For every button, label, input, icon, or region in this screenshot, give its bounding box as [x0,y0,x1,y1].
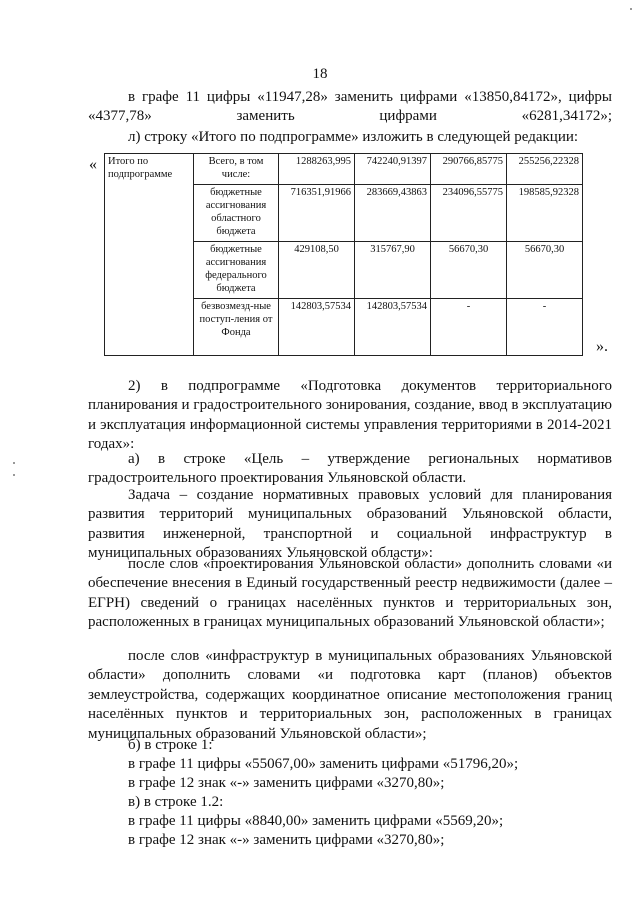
paragraph-v-graph-11: в графе 11 цифры «8840,00» заменить цифрами «5569,20»; [128,813,504,829]
value-cell: 56670,30 [431,242,507,299]
page-number: 18 [312,66,328,82]
value-cell: 1288263,995 [279,154,355,185]
value-cell: - [431,299,507,356]
paragraph-after-words-2: после слов «инфраструктур в муниципальных образованиях Ульяновской области» дополнить словами «и подготовка карт (планов) объектов землеустройства, содержащих координатное описание местоположения границ населённых пунктов и территориальных зон, расположенных в границах муниципальных образований Ульяновской области»; [88,648,612,742]
row-desc-cell: бюджетные ассигнования областного бюджета [194,185,279,242]
value-cell: 290766,85775 [431,154,507,185]
row-desc-cell: безвозмезд-ные поступ-ления от Фонда [194,299,279,356]
value-cell: 315767,90 [355,242,431,299]
paragraph-goal-row: а) в строке «Цель – утверждение региональных нормативов градостроительного проектирования Ульяновской области. [88,451,612,487]
quote-close: ». [596,338,608,355]
paragraph-b-graph-12: в графе 12 знак «-» заменить цифрами «3270,80»; [128,775,445,791]
value-cell: 234096,55775 [431,185,507,242]
row-label-cell: Итого по подпрограмме [105,154,194,356]
value-cell: 742240,91397 [355,154,431,185]
value-cell: - [507,299,583,356]
table-row [105,154,583,185]
quote-open: « [89,156,97,173]
paragraph-subprogram-2: 2) в подпрограмме «Подготовка документов территориального планирования и градостроительного зонирования, создание, ввод в эксплуатацию и эксплуатация информационной системы управления территориями в 2014-2021 годах»: [88,378,612,453]
paragraph-task: Задача – создание нормативных правовых условий для планирования развития территорий муниципальных образований Ульяновской области, развития инженерной, транспортной и социальной инфраструктур в муниципальных образованиях Ульяновской области»: [88,487,612,562]
paragraph-item-b: б) в строке 1: [128,737,213,753]
value-cell: 283669,43863 [355,185,431,242]
scan-speck [13,462,15,464]
row-desc-cell: Всего, в том числе: [194,154,279,185]
value-cell: 198585,92328 [507,185,583,242]
value-cell: 255256,22328 [507,154,583,185]
paragraph-v-graph-12: в графе 12 знак «-» заменить цифрами «3270,80»; [128,832,445,848]
row-desc-cell: бюджетные ассигнования федерального бюджета [194,242,279,299]
value-cell: 429108,50 [279,242,355,299]
scan-speck [13,474,15,476]
paragraph-item-l: л) строку «Итого по подпрограмме» изложить в следующей редакции: [128,129,579,145]
paragraph-graph-11-change: в графе 11 цифры «11947,28» заменить цифрами «13850,84172», цифры «4377,78» заменить цифрами «6281,34172»; [88,89,612,125]
scan-speck [630,8,632,10]
paragraph-after-words-1: после слов «проектирования Ульяновской области» дополнить словами «и обеспечение внесения в Единый государственный реестр недвижимости (далее – ЕГРН) сведений о границах населённых пунктов и территориальных зон, расположенных в границах муниципальных образований Ульяновской области»; [88,556,612,631]
value-cell: 56670,30 [507,242,583,299]
value-cell: 716351,91966 [279,185,355,242]
value-cell: 142803,57534 [355,299,431,356]
subprogram-total-table [104,153,583,356]
paragraph-b-graph-11: в графе 11 цифры «55067,00» заменить цифрами «51796,20»; [128,756,519,772]
paragraph-item-v: в) в строке 1.2: [128,794,224,810]
value-cell: 142803,57534 [279,299,355,356]
